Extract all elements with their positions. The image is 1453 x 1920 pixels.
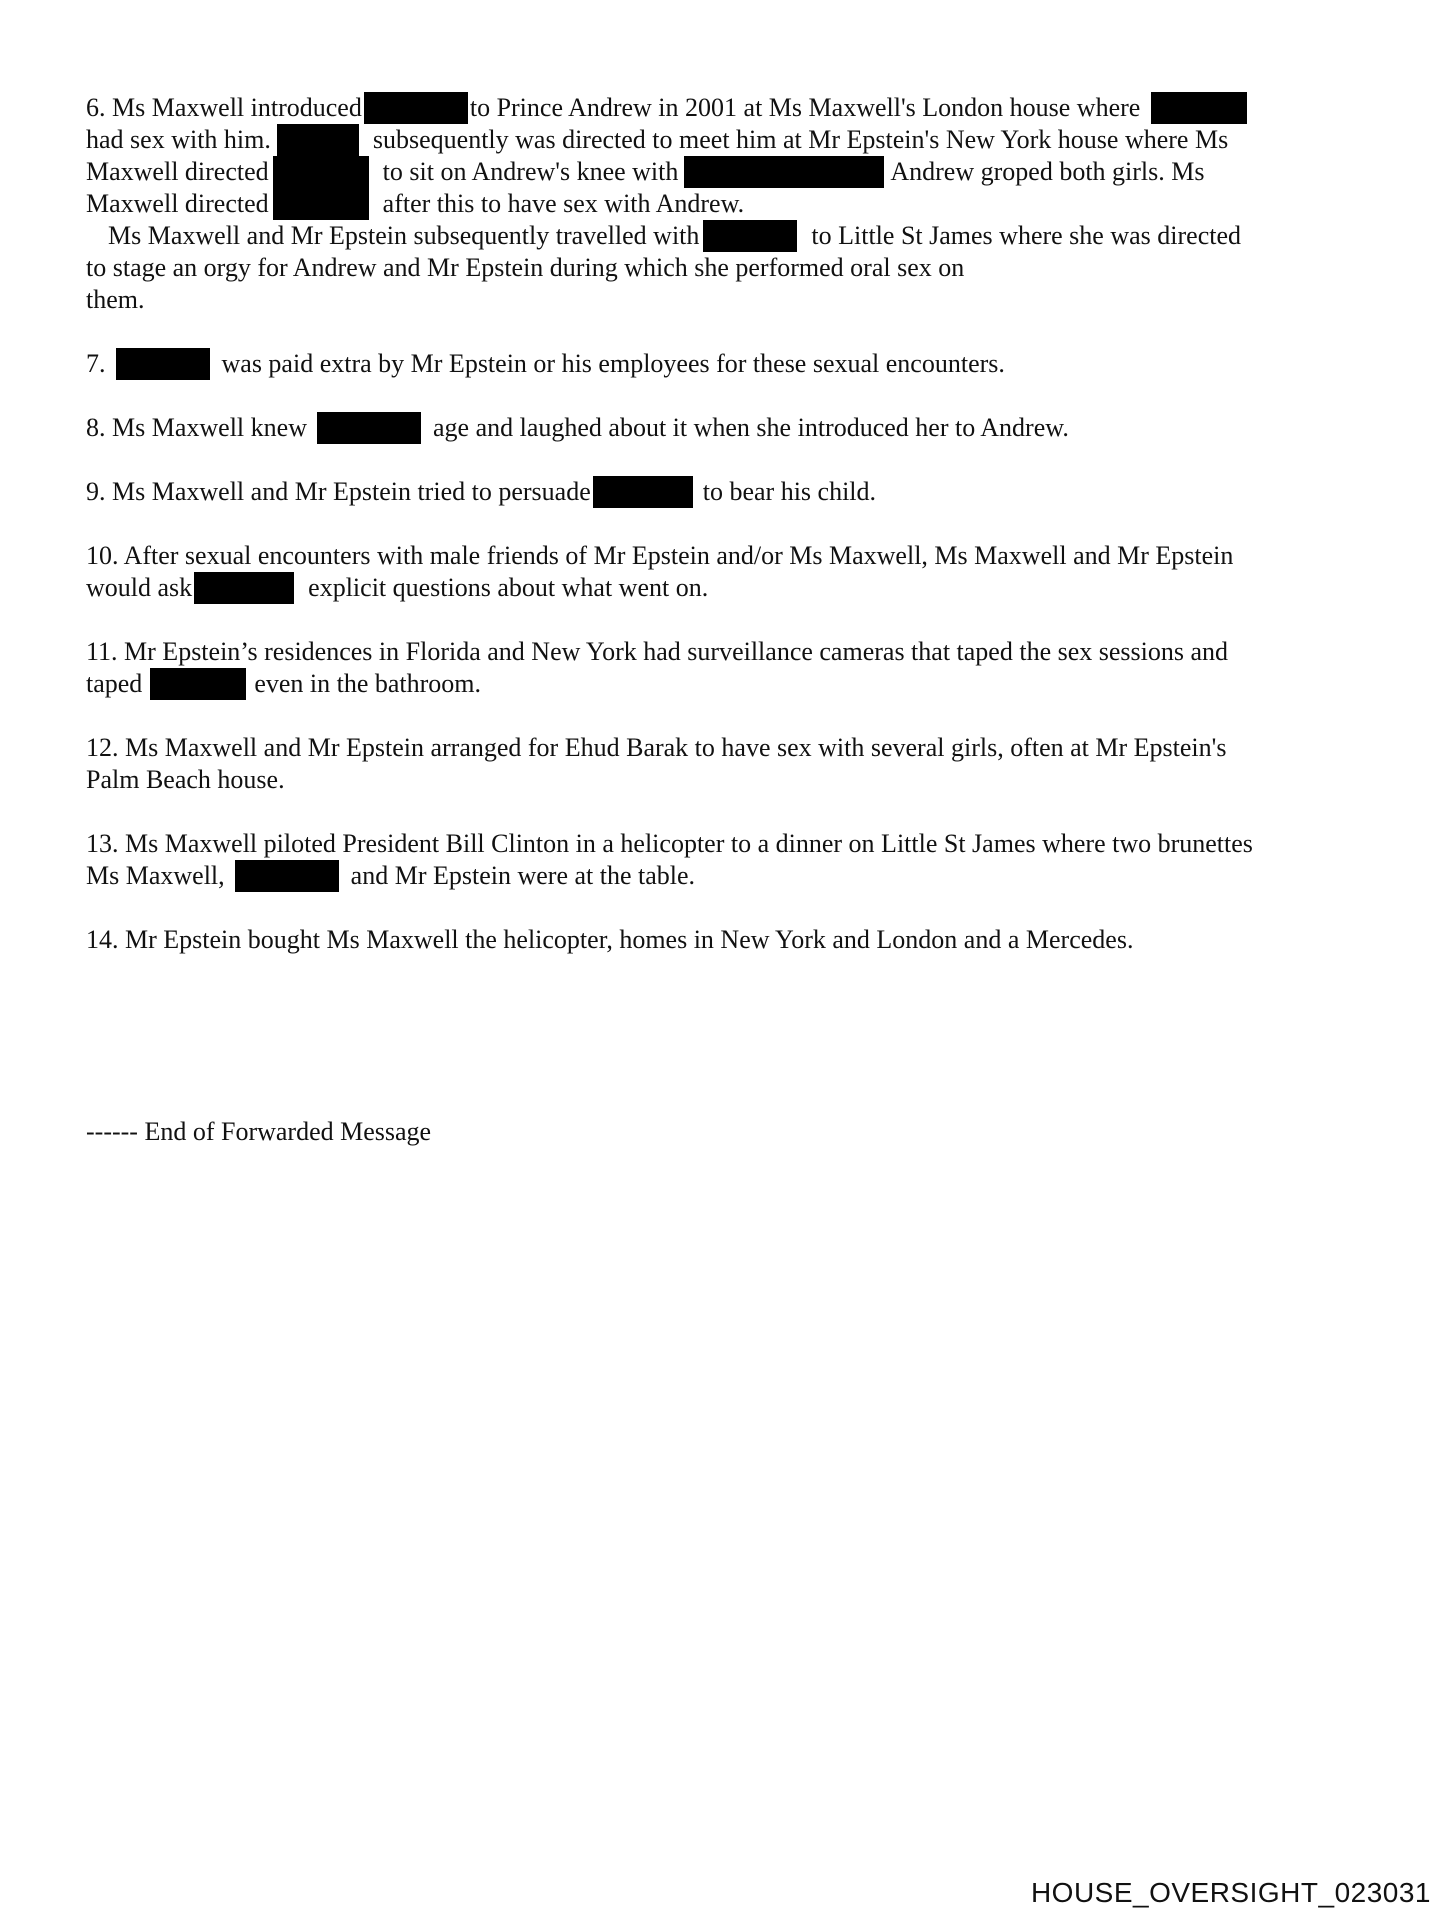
p9-text-a: 9. Ms Maxwell and Mr Epstein tried to persuade bbox=[86, 477, 591, 506]
redaction-box bbox=[277, 124, 359, 156]
p11-text-2b: even in the bathroom. bbox=[254, 669, 482, 698]
p7-text-a: 7. bbox=[86, 349, 106, 378]
p8-text-b: age and laughed about it when she introduced her to Andrew. bbox=[432, 413, 1069, 442]
p11-line-2 bbox=[86, 668, 1376, 700]
p10-text-2b: explicit questions about what went on. bbox=[308, 573, 709, 602]
redaction-box bbox=[593, 476, 693, 508]
redaction-box bbox=[684, 156, 884, 188]
paragraph-10 bbox=[86, 540, 1376, 604]
p8-line-1 bbox=[86, 412, 1376, 444]
p10-text-2a: would ask bbox=[86, 573, 193, 602]
redaction-box bbox=[317, 412, 421, 444]
p6-text-4a: Maxwell directed bbox=[86, 189, 269, 218]
document-body bbox=[86, 92, 1376, 988]
p6-text-1a: 6. Ms Maxwell introduced bbox=[86, 93, 362, 122]
p6-text-3c: Andrew groped both girls. Ms bbox=[890, 157, 1205, 186]
p13-text-2b: and Mr Epstein were at the table. bbox=[350, 861, 696, 890]
p11-line-1: 11. Mr Epstein’s residences in Florida and New York had surveillance cameras that taped the sex sessions and bbox=[86, 637, 1229, 666]
p9-line-1 bbox=[86, 476, 1376, 508]
p13-line-2 bbox=[86, 860, 1376, 892]
p6-text-3a: Maxwell directed bbox=[86, 157, 269, 186]
p14-line-1: 14. Mr Epstein bought Ms Maxwell the helicopter, homes in New York and London and a Mercedes. bbox=[86, 925, 1134, 954]
p6-text-5b: to Little St James where she was directed bbox=[811, 221, 1242, 250]
p12-line-1: 12. Ms Maxwell and Mr Epstein arranged for Ehud Barak to have sex with several girls, often at Mr Epstein's bbox=[86, 733, 1227, 762]
p8-text-a: 8. Ms Maxwell knew bbox=[86, 413, 307, 442]
p7-text-b: was paid extra by Mr Epstein or his employees for these sexual encounters. bbox=[221, 349, 1005, 378]
redaction-box bbox=[273, 188, 369, 220]
redaction-box bbox=[235, 860, 339, 892]
end-of-forwarded-message: ------ End of Forwarded Message bbox=[86, 1117, 432, 1146]
paragraph-13 bbox=[86, 828, 1376, 892]
p10-line-1: 10. After sexual encounters with male friends of Mr Epstein and/or Ms Maxwell, Ms Maxwell and Mr Epstein bbox=[86, 541, 1234, 570]
p6-line-2 bbox=[86, 124, 1376, 156]
p6-text-3b: to sit on Andrew's knee with bbox=[382, 157, 679, 186]
p10-line-2 bbox=[86, 572, 1376, 604]
p6-line-7: them. bbox=[86, 285, 145, 314]
p11-text-2a: taped bbox=[86, 669, 143, 698]
paragraph-11 bbox=[86, 636, 1376, 700]
redaction-box bbox=[194, 572, 294, 604]
p6-text-5a: Ms Maxwell and Mr Epstein subsequently travelled with bbox=[108, 221, 700, 250]
paragraph-8 bbox=[86, 412, 1376, 444]
bates-stamp: HOUSE_OVERSIGHT_023031 bbox=[1030, 1877, 1431, 1908]
p13-line-1: 13. Ms Maxwell piloted President Bill Clinton in a helicopter to a dinner on Little St James where two brunettes bbox=[86, 829, 1253, 858]
paragraph-14 bbox=[86, 924, 1376, 956]
redaction-box bbox=[116, 348, 210, 380]
p6-text-2b: subsequently was directed to meet him at Mr Epstein's New York house where Ms bbox=[372, 125, 1229, 154]
p9-text-b: to bear his child. bbox=[702, 477, 877, 506]
paragraph-6 bbox=[86, 92, 1376, 316]
p6-line-6: to stage an orgy for Andrew and Mr Epstein during which she performed oral sex on bbox=[86, 253, 965, 282]
paragraph-7 bbox=[86, 348, 1376, 380]
redaction-box bbox=[150, 668, 246, 700]
redaction-box bbox=[1151, 92, 1247, 124]
redaction-box bbox=[703, 220, 797, 252]
p6-text-2a: had sex with him. bbox=[86, 125, 271, 154]
paragraph-9 bbox=[86, 476, 1376, 508]
p12-line-2: Palm Beach house. bbox=[86, 765, 285, 794]
p6-line-3 bbox=[86, 156, 1376, 188]
p7-line-1 bbox=[86, 348, 1376, 380]
p13-text-2a: Ms Maxwell, bbox=[86, 861, 225, 890]
p6-line-4 bbox=[86, 188, 1376, 220]
redaction-box bbox=[364, 92, 468, 124]
redaction-box bbox=[273, 156, 369, 188]
p6-line-1 bbox=[86, 92, 1376, 124]
paragraph-12 bbox=[86, 732, 1376, 796]
p6-text-4b: after this to have sex with Andrew. bbox=[382, 189, 745, 218]
p6-text-1b: to Prince Andrew in 2001 at Ms Maxwell's London house where bbox=[469, 93, 1141, 122]
p6-line-5 bbox=[86, 220, 1376, 252]
